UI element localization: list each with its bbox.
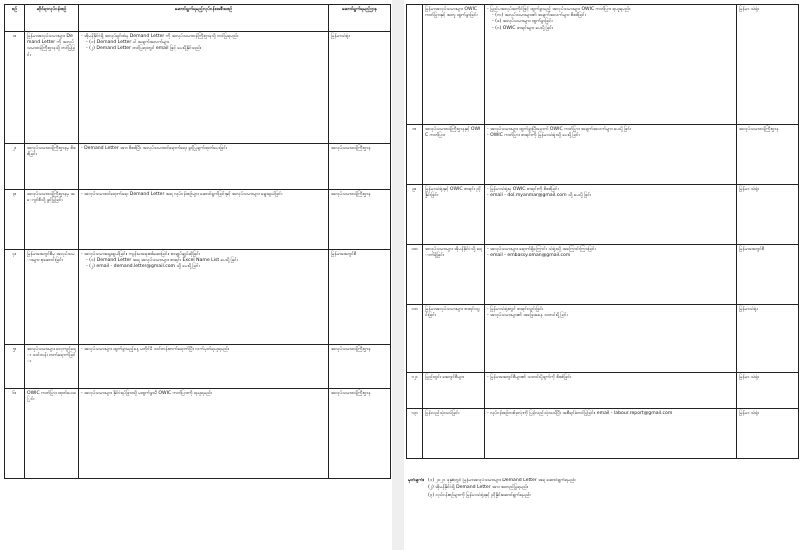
left-page [0, 0, 392, 550]
table-row [5, 144, 391, 190]
row-department: အလုပ်သမားဝန်ကြီးဌာန [329, 345, 391, 389]
row-number: ၁၁။ [407, 305, 423, 373]
row-stage: မြန်မာအေဂျင်စီမှ အလုပ်သမားများ စုဆောင်းခြင်း [25, 250, 79, 345]
row-details [79, 190, 329, 250]
detail-line: - လုပ်ငန်းစဉ်တစ်ခုလုံးကို ပြန်လည်သုံးသပ်ပြီး အစီရင်ခံတင်ပြခြင်း၊ email - labour.report@gmail.com [487, 411, 673, 416]
header-no: စဉ် [5, 5, 25, 32]
remark-line: (၂) အိုမန်နိုင်ငံရှိ Demand Letter အား အတည်ပြုရမည်။ [428, 485, 529, 491]
row-details [79, 389, 329, 479]
detail-line: - (ခ) အလုပ်သမားများ ထွက်ခွာခြင်း [492, 19, 553, 25]
table-row [407, 245, 799, 305]
row-details [79, 250, 329, 345]
detail-line: - အလုပ်သမားများ ထွက်ခွာပြီးနောက် OWIC ကတ်ပြား အချက်အလက်များ ပေးပို့ခြင်း [487, 127, 632, 132]
remark-line: (၁) ၂၀၂၁ ခုနှစ်တွင် မြန်မာအလုပ်သမားများ Demand Letter အရ ဆောင်ရွက်ရမည်။ [428, 478, 576, 483]
table-row [5, 345, 391, 389]
table-row [5, 389, 391, 479]
row-stage: မြန်မာအလုပ်သမားများ Demand Letter ကို အလုပ်သမားဝန်ကြီးဌာနသို့ တင်ပြခြင်း [25, 32, 79, 144]
left-procedure-table [4, 4, 391, 479]
detail-line: - မြန်မာသံရုံးတွင် စာရင်းသွင်းခြင်း [487, 307, 544, 312]
row-number: ၂။ [5, 144, 25, 190]
table-row [407, 409, 799, 459]
detail-line: - အလုပ်သမားများ နိုင်ငံရပ်ခြားသို့ မထွက်ခွာမီ OWIC ကတ်ပြားကို ရယူရမည်။ [81, 391, 213, 396]
row-stage: အလုပ်သမားဝန်ကြီးဌာနမှ အေဂျင်စီသို့ ခွင့်ပြုခြင်း [25, 190, 79, 250]
table-row [5, 250, 391, 345]
row-number [407, 5, 423, 125]
table-row [407, 5, 799, 125]
header-details: ဆောင်ရွက်ရမည့်လုပ်ငန်းအစီအစဉ် [79, 5, 329, 32]
row-details [485, 245, 737, 305]
row-details [485, 305, 737, 373]
row-details [485, 5, 737, 125]
row-department: အလုပ်သမားဝန်ကြီးဌာန [329, 389, 391, 479]
row-department: အလုပ်သမားဝန်ကြီးဌာန [329, 190, 391, 250]
row-department: မြန်မာ သံရုံး [737, 409, 799, 459]
remark-line: (၃) လုပ်ငန်းစဉ်များကို မြန်မာသံရုံးနှင့် ညှိနှိုင်းဆောင်ရွက်ရမည်။ [428, 492, 532, 498]
row-number: ၁၃။ [407, 409, 423, 459]
detail-line: - အလုပ်သမားများ၏ အခြေအနေ သတင်းပို့ခြင်း [487, 313, 568, 319]
row-details [485, 373, 737, 409]
row-stage: OWIC ကတ်ပြား ထုတ်ပေးခြင်း [25, 389, 79, 479]
row-number: ၄။ [5, 250, 25, 345]
remarks-lines [428, 478, 794, 500]
detail-line: - (က) အလုပ်သမားများ၏ အချက်အလက်များ စိစစ်ခြင်း [492, 13, 586, 19]
row-department: မြန်မာသံရုံး [737, 305, 799, 373]
row-number: ၉။ [407, 185, 423, 245]
page-gap [392, 0, 404, 550]
detail-line: - (၁) Demand Letter ပါ အချက်အလက်များ [86, 40, 170, 46]
row-stage: အလုပ်သမားဝန်ကြီးဌာနနှင့် OWIC ကတ်ပြား [423, 125, 485, 185]
remarks-label: မှတ်ချက်။ [408, 478, 425, 483]
row-department: မြန်မာ သံရုံး [737, 5, 799, 125]
row-stage: မြန်မာသံရုံးနှင့် OWIC စာရင်း ညှိနှိုင်းခြင်း [423, 185, 485, 245]
detail-line: - မြန်မာသံရုံးမှ OWIC စာရင်းကို စိစစ်ခြင်း [487, 187, 559, 192]
detail-line: - (၂) email - demand.letter@gmail.com သို့ ပေးပို့ခြင်း [86, 264, 200, 270]
row-stage: ပြည်တွင်း အေဂျင်စီများ [423, 373, 485, 409]
table-row [407, 373, 799, 409]
row-details [485, 125, 737, 185]
row-stage: အလုပ်သမားဝန်ကြီးဌာနမှ စိစစ်ခြင်း [25, 144, 79, 190]
row-department: အလုပ်သမားဝန်ကြီးဌာန [737, 125, 799, 185]
table-row [407, 185, 799, 245]
row-department: မြန်မာ သံရုံး [737, 373, 799, 409]
detail-line: - (ဂ) OWIC စာရင်းများ ပေးပို့ခြင်း [492, 25, 553, 31]
row-department: မြန်မာသံရုံး [329, 32, 391, 144]
row-stage: အလုပ်သမားများ အိုမန်နိုင်ငံသို့ ရောက်ရှိခြင်း [423, 245, 485, 305]
row-number: ၅။ [5, 345, 25, 389]
row-details [485, 409, 737, 459]
detail-line: - အလုပ်သမားများ ရောက်ရှိကြောင်း သံရုံးသို့ အကြောင်းကြားခြင်း [487, 247, 596, 252]
row-stage: ပြန်လည်သုံးသပ်ခြင်း [423, 409, 485, 459]
row-department: မြန်မာ သံရုံး [737, 185, 799, 245]
detail-line: - မြန်မာအေဂျင်စီများ၏ သတင်းပို့ချက်ကို စိစစ်ခြင်း [487, 375, 572, 380]
row-number: ၁၀။ [407, 245, 423, 305]
row-number: ၁။ [5, 32, 25, 144]
row-stage: မြန်မာအလုပ်သမားများ စာရင်းသွင်းခြင်း [423, 305, 485, 373]
row-department: အလုပ်သမားဝန်ကြီးဌာန [329, 144, 391, 190]
header-stage: ဆိုင်ရာလုပ်ငန်းစဉ် [25, 5, 79, 32]
row-details [79, 345, 329, 389]
row-number: ၆။ [5, 389, 25, 479]
row-details [79, 32, 329, 144]
row-details [485, 185, 737, 245]
detail-line: - အိုမန်နိုင်ငံရှိ အလုပ်ရှင်ထံမှ Demand Letter ကို အလုပ်သမားဝန်ကြီးဌာနသို့ တင်ပြရမည်။ [81, 34, 239, 39]
table-row [407, 125, 799, 185]
table-header-row [5, 5, 391, 32]
row-number: ၈။ [407, 125, 423, 185]
detail-line: - email - dol.myanmar@gmail.com သို့ ပေးပို့ခြင်း [487, 193, 592, 199]
row-details [79, 144, 329, 190]
row-stage: မြန်မာအလုပ်သမားများ OWIC ကတ်ပြားနှင့် အတူ ထွက်ခွာခြင်း [423, 5, 485, 125]
detail-line: - (၁) Demand Letter အရ အလုပ်သမားများ စာရင်း Excel Name List ပေးပို့ခြင်း [86, 258, 238, 264]
detail-line: - email - embassy.oman@gmail.com [487, 253, 571, 259]
detail-line: - အလုပ်သမားဝင်ရောက်ရေး Demand Letter အရ လုပ်ငန်းစဉ်များ ဆောင်ရွက်ခြင်းနှင့် အလုပ်သမားများ ရွေးချယ်ခြင်း [81, 192, 283, 197]
row-department: မြန်မာအေဂျင်စီ [737, 245, 799, 305]
table-row [5, 190, 391, 250]
remarks-block [408, 478, 796, 544]
header-dept: ဆောင်ရွက်ရမည့်ဌာန [329, 5, 391, 32]
right-page [404, 0, 796, 550]
detail-line: - (၂) Demand Letter တင်ပြရာတွင် email ဖြင့် ပေးပို့နိုင်သည်။ [86, 46, 202, 52]
row-stage: အလုပ်သမားများ လေ့ကျင့်ရေး သင်တန်း တက်ရောက်ခြင်း [25, 345, 79, 389]
table-row [5, 32, 391, 144]
right-procedure-table [406, 4, 799, 459]
detail-line: - OWIC ကတ်ပြား စာရင်းကို မြန်မာသံရုံးသို့ ပေးပို့ခြင်း [487, 133, 580, 139]
detail-line: - အလုပ်သမားရွေးချယ်ခြင်း၊ ကျန်းမာရေးစစ်ဆေးခြင်း၊ စာချုပ်ချုပ်ဆိုခြင်း [81, 252, 200, 257]
detail-line: - အလုပ်သမားများ ထွက်ခွာမည့်နေ့ မတိုင်မီ သင်တန်းတက်ရောက်ပြီး လက်မှတ်ရယူရမည်။ [81, 347, 230, 352]
row-number: ၃။ [5, 190, 25, 250]
table-row [407, 305, 799, 373]
row-department: မြန်မာအေဂျင်စီ [329, 250, 391, 345]
row-number: ၁၂။ [407, 373, 423, 409]
detail-line: - ပြည်ပအလုပ်အကိုင်ဖြင့် ထွက်ခွာမည့် အလုပ်သမားများ OWIC ကတ်ပြား ရယူရမည်။ [487, 7, 631, 12]
detail-line: - Demand Letter အား စိစစ်ပြီး အလုပ်သမားဝင်ရောက်ရေး ခွင့်ပြုချက်ထုတ်ပေးခြင်း [81, 146, 227, 151]
